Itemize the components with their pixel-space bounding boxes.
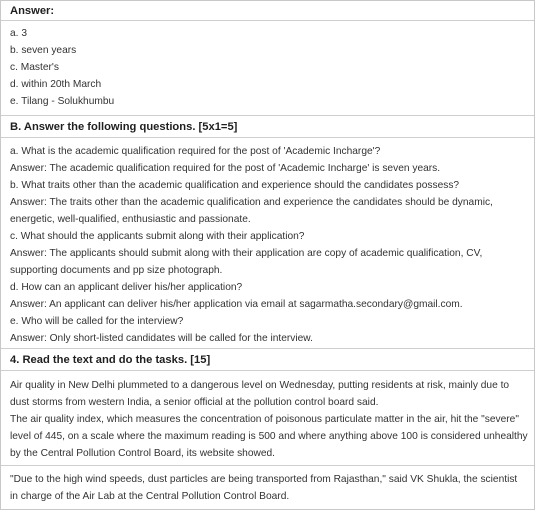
section-4-body (1, 377, 534, 462)
section-4-quote (1, 471, 534, 505)
answer-line: Answer: An applicant can deliver his/her application via email at sagarmatha.secondary@gmail.com. (10, 299, 463, 310)
section-b-body (1, 143, 534, 347)
paragraph: Air quality in New Delhi plummeted to a dangerous level on Wednesday, putting residents at risk, mainly due to dust storms from western India, a senior official at the pollution control board said. (10, 380, 510, 408)
divider (1, 20, 534, 21)
answer-item: c. Master's (10, 62, 59, 73)
answer-line: Answer: Only short-listed candidates will be called for the interview. (10, 333, 313, 344)
answer-line: Answer: The academic qualification required for the post of 'Academic Incharge' is seven years. (10, 163, 441, 174)
answer-heading: Answer: (10, 5, 55, 17)
answer-item: b. seven years (10, 45, 77, 56)
answer-line: Answer: The applicants should submit along with their application are copy of academic qualification, CV, supporting documents and pp size photograph. (10, 248, 483, 276)
answer-item: e. Tilang - Solukhumbu (10, 96, 115, 107)
section-b-header (1, 121, 534, 134)
answer-list (1, 25, 534, 110)
divider (1, 115, 534, 116)
paragraph: The air quality index, which measures the concentration of poisonous particulate matter in the air, hit the "severe" level of 445, on a scale where the maximum reading is 500 and where anything above 100 is considered unhealthy by the Central Pollution Control Board, its website showed. (10, 414, 528, 459)
section-4-header (1, 354, 534, 367)
divider (1, 348, 534, 349)
divider (1, 465, 534, 466)
section-4-heading: 4. Read the text and do the tasks. [15] (10, 354, 211, 366)
answer-line: Answer: The traits other than the academic qualification and experience the candidates should be dynamic, energetic, well-qualified, enthusiastic and passionate. (10, 197, 493, 225)
question-line: d. How can an applicant deliver his/her application? (10, 282, 243, 293)
answer-item: d. within 20th March (10, 79, 102, 90)
question-line: a. What is the academic qualification required for the post of 'Academic Incharge'? (10, 146, 381, 157)
divider (1, 137, 534, 138)
question-line: c. What should the applicants submit along with their application? (10, 231, 305, 242)
question-line: b. What traits other than the academic qualification and experience should the candidates possess? (10, 180, 460, 191)
paragraph: "Due to the high wind speeds, dust particles are being transported from Rajasthan," said VK Shukla, the scientist in charge of the Air Lab at the Central Pollution Control Board. (10, 474, 518, 502)
section-b-heading: B. Answer the following questions. [5x1=5] (10, 121, 238, 133)
question-line: e. Who will be called for the interview? (10, 316, 184, 327)
answer-item: a. 3 (10, 28, 27, 39)
answer-section (1, 5, 534, 18)
divider (1, 370, 534, 371)
